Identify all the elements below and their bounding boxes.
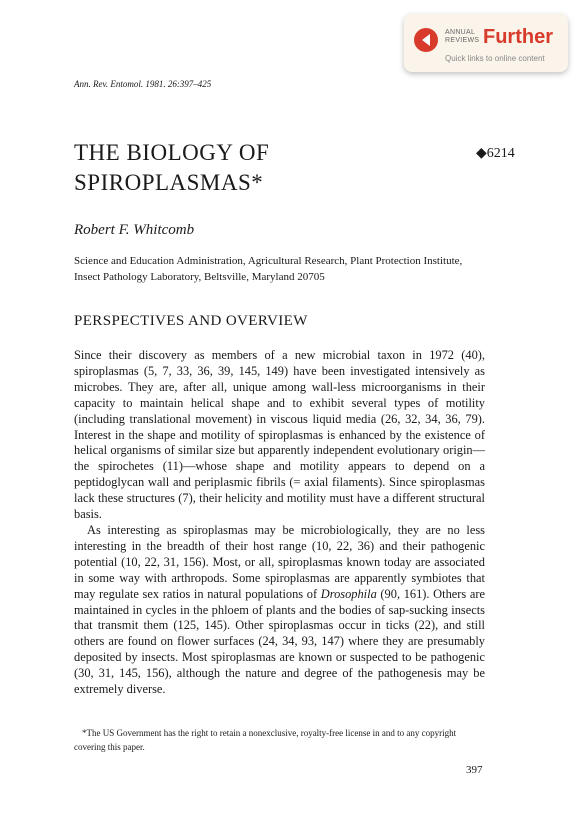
annual-reviews-logo: ANNUAL REVIEWS xyxy=(445,29,480,44)
author-name: Robert F. Whitcomb xyxy=(74,222,195,238)
footnote: *The US Government has the right to retain a nonexclusive, royalty-free license in and to any copyright covering this paper. xyxy=(74,728,457,752)
back-arrow-icon xyxy=(414,28,438,52)
body-text xyxy=(74,348,485,698)
author-affiliation: Science and Education Administration, Agricultural Research, Plant Protection Institute, Insect Pathology Laboratory, Beltsville, Maryland 20705 xyxy=(74,255,463,283)
journal-reference: Ann. Rev. Entomol. 1981. 26:397–425 xyxy=(74,79,212,89)
article-title: THE BIOLOGY OF SPIROPLASMAS* xyxy=(74,140,270,195)
further-links-badge[interactable] xyxy=(404,14,568,72)
species-name: Drosophila xyxy=(320,586,377,601)
paragraph-1: Since their discovery as members of a new microbial taxon in 1972 (40), spiroplasmas (5, 7, 33, 36, 39, 145, 149) have been investigated intensively as microbes. They are, after all, unique among wall-less microorganisms in their capacity to maintain helical shape and to exhibit several types of motility (including translational movement) in viscous liquid media (26, 32, 34, 36, 79). Interest in the shape and motility of spiroplasmas is enhanced by the existence of helical organisms of similar size but apparently independent evolutionary origin—the spirochetes (11)—whose shape and motility appears to depend on a peptidoglycan wall and periplasmic fibrils (= axial filaments). Since spiroplasmas lack these structures (7), their helicity and motility must have a different structural basis. xyxy=(74,348,485,522)
further-subtitle: Quick links to online content xyxy=(445,54,545,63)
section-heading: PERSPECTIVES AND OVERVIEW xyxy=(74,313,308,329)
paragraph-2: As interesting as spiroplasmas may be microbiologically, they are no less interesting in the breadth of their host range (10, 22, 36) and their pathogenic potential (10, 22, 31, 156). Most, or all, spiroplasmas known today are associated in some way with arthropods. Some spiroplasmas are apparently symbiotes that may regulate sex ratios in natural populations of Drosophila (90, 161). Others are maintained in cycles in the phloem of plants and the bodies of sap-sucking insects that transmit them (125, 145). Other spiroplasmas occur in ticks (22), and still others are found on flower surfaces (24, 34, 93, 147) where they are presumably deposited by insects. Most spiroplasmas are known or suspected to be pathogenic (30, 31, 145, 156), although the nature and degree of the pathogenesis may be extremely diverse. xyxy=(74,522,485,697)
further-label: Further xyxy=(483,26,553,48)
article-code: ◆6214 xyxy=(476,146,515,161)
page-number: 397 xyxy=(466,764,483,776)
